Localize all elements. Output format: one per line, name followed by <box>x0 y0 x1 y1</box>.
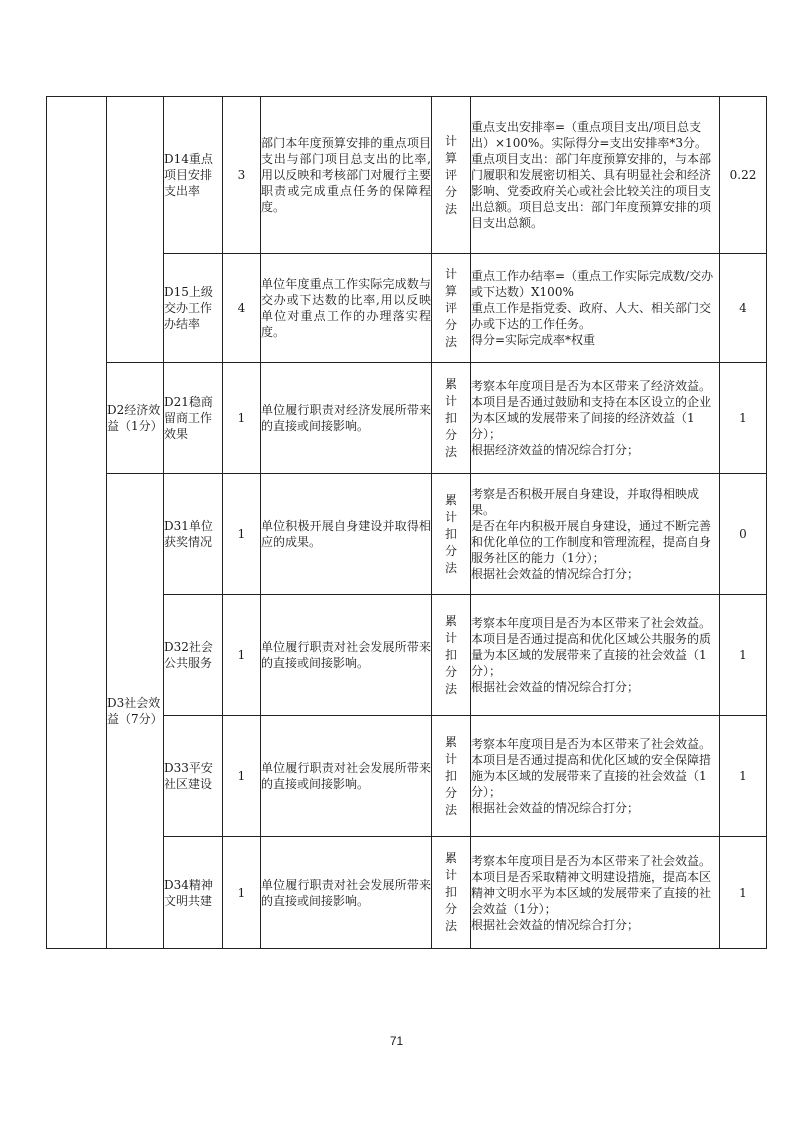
scoring-criteria: 重点工作办结率=（重点工作实际完成数/交办或下达数）X100% 重点工作是指党委、政府、人大、相关部门交办或下达的工作任务。 得分=实际完成率*权重 <box>471 254 720 363</box>
weight-cell: 3 <box>223 97 261 254</box>
weight-cell: 1 <box>223 716 261 837</box>
score-cell: 0 <box>720 474 767 595</box>
level3-indicator: D32社会公共服务 <box>164 595 223 716</box>
scoring-method: 计 算 评 分 法 <box>432 254 471 363</box>
indicator-explanation: 单位履行职责对社会发展所带来的直接或间接影响。 <box>261 837 432 949</box>
level3-indicator: D31单位获奖情况 <box>164 474 223 595</box>
indicator-explanation: 单位履行职责对经济发展所带来的直接或间接影响。 <box>261 363 432 474</box>
scoring-criteria: 重点支出安排率=（重点项目支出/项目总支出）×100%。实际得分=支出安排率*3分。重点项目支出：部门年度预算安排的，与本部门履职和发展密切相关、具有明显社会和经济影响、党委政府关心或社会比较关注的项目支出总额。项目总支出：部门年度预算安排的项目支出总额。 <box>471 97 720 254</box>
scoring-method: 计 算 评 分 法 <box>432 97 471 254</box>
indicator-explanation: 单位年度重点工作实际完成数与交办或下达数的比率,用以反映单位对重点工作的办理落实程度。 <box>261 254 432 363</box>
page-number: 71 <box>389 1034 404 1048</box>
level3-indicator: D21稳商留商工作效果 <box>164 363 223 474</box>
table-row <box>47 474 767 595</box>
weight-cell: 1 <box>223 837 261 949</box>
scoring-method: 累 计 扣 分 法 <box>432 595 471 716</box>
indicator-explanation: 单位履行职责对社会发展所带来的直接或间接影响。 <box>261 595 432 716</box>
weight-cell: 1 <box>223 595 261 716</box>
level2-indicator: D3社会效益（7分） <box>107 474 164 949</box>
score-cell: 1 <box>720 716 767 837</box>
level1-indicator-cell <box>47 97 107 949</box>
indicator-explanation: 单位履行职责对社会发展所带来的直接或间接影响。 <box>261 716 432 837</box>
scoring-method: 累 计 扣 分 法 <box>432 837 471 949</box>
scoring-method: 累 计 扣 分 法 <box>432 716 471 837</box>
scoring-criteria: 考察本年度项目是否为本区带来了经济效益。 本项目是否通过鼓励和支持在本区设立的企业为本区域的发展带来了间接的经济效益（1分）； 根据经济效益的情况综合打分； <box>471 363 720 474</box>
indicator-explanation: 单位积极开展自身建设并取得相应的成果。 <box>261 474 432 595</box>
weight-cell: 1 <box>223 363 261 474</box>
scoring-criteria: 考察本年度项目是否为本区带来了社会效益。 本项目是否通过提高和优化区域的安全保障措施为本区域的发展带来了直接的社会效益（1分）； 根据社会效益的情况综合打分； <box>471 716 720 837</box>
evaluation-table <box>46 96 767 949</box>
level2-indicator: D2经济效益（1分） <box>107 363 164 474</box>
score-cell: 1 <box>720 837 767 949</box>
level3-indicator: D15上级交办工作办结率 <box>164 254 223 363</box>
score-cell: 0.22 <box>720 97 767 254</box>
indicator-explanation: 部门本年度预算安排的重点项目支出与部门项目总支出的比率,用以反映和考核部门对履行主要职责或完成重点任务的保障程度。 <box>261 97 432 254</box>
table-row <box>47 363 767 474</box>
weight-cell: 4 <box>223 254 261 363</box>
scoring-criteria: 考察本年度项目是否为本区带来了社会效益。本项目是否采取精神文明建设措施，提高本区精神文明水平为本区域的发展带来了直接的社会效益（1分）； 根据社会效益的情况综合打分； <box>471 837 720 949</box>
level2-indicator-cell <box>107 97 164 363</box>
scoring-method: 累 计 扣 分 法 <box>432 363 471 474</box>
score-cell: 1 <box>720 363 767 474</box>
level3-indicator: D14重点项目安排支出率 <box>164 97 223 254</box>
weight-cell: 1 <box>223 474 261 595</box>
score-cell: 4 <box>720 254 767 363</box>
table-row <box>47 97 767 254</box>
scoring-criteria: 考察本年度项目是否为本区带来了社会效益。 本项目是否通过提高和优化区域公共服务的质量为本区域的发展带来了直接的社会效益（1分）； 根据社会效益的情况综合打分； <box>471 595 720 716</box>
score-cell: 1 <box>720 595 767 716</box>
scoring-criteria: 考察是否积极开展自身建设，并取得相映成果。 是否在年内积极开展自身建设，通过不断完善和优化单位的工作制度和管理流程，提高自身服务社区的能力（1分）； 根据社会效益的情况综合打分； <box>471 474 720 595</box>
level3-indicator: D34精神文明共建 <box>164 837 223 949</box>
level3-indicator: D33平安社区建设 <box>164 716 223 837</box>
scoring-method: 累 计 扣 分 法 <box>432 474 471 595</box>
